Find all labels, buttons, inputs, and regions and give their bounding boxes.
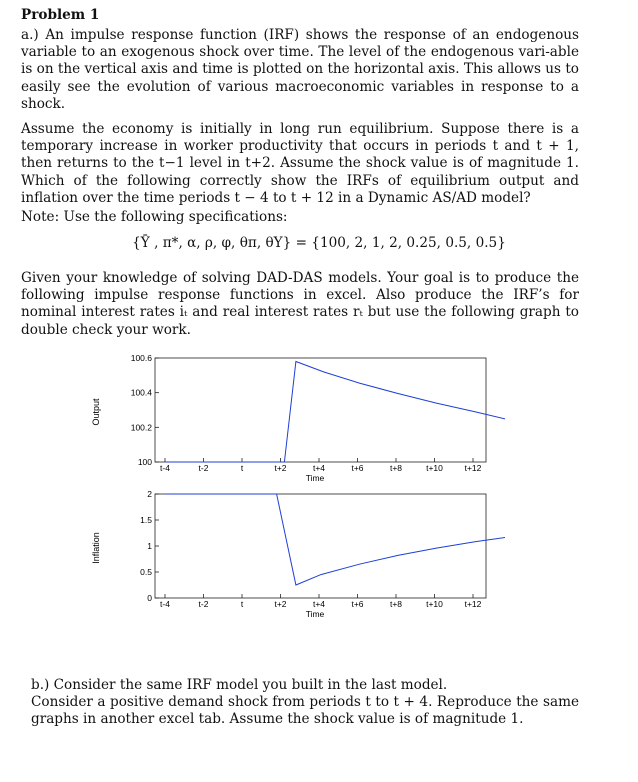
spec-equation: {Ȳ , π*, α, ρ, φ, θπ, θY} = {100, 2, 1, 2, 0.25, 0.5, 0.5} (132, 235, 506, 251)
goal-text: Given your knowledge of solving DAD-DAS models. Your goal is to produce the following impulse response functions in excel. Also produce the IRF’s for nominal interest rates iₜ and real interest rates rₜ but use the following graph to double check your work. (21, 270, 579, 338)
x-tick-label: t-4 (160, 599, 170, 609)
x-tick-label: t+12 (464, 599, 482, 609)
y-tick-label: 0.5 (140, 567, 152, 577)
x-axis-label: Time (305, 609, 325, 619)
x-tick-label: t+10 (426, 463, 443, 473)
y-tick-label: 100.4 (130, 387, 152, 398)
y-tick-label: 100.2 (130, 422, 152, 433)
x-tick-label: t+4 (312, 463, 326, 473)
y-tick-label: 1 (147, 541, 152, 551)
plot-area (155, 358, 486, 462)
x-tick-label: t+2 (274, 599, 287, 609)
y-tick-label: 100 (137, 457, 152, 467)
x-tick-label: t+6 (351, 463, 364, 473)
part-a-question: Assume the economy is initially in long run equilibrium. Suppose there is a temporary increase in worker productivity that occurs in periods t and t + 1, then returns to the t−1 level in t+2. Assume the shock value is of magnitude 1. Which of the following correctly show the IRFs of equilibrium output and inflation over the time periods t − 4 to t + 12 in a Dynamic AS/AD model? (21, 121, 579, 206)
problem-title: Problem 1 (21, 7, 100, 23)
y-tick-label: 1.5 (140, 515, 152, 525)
inflation-irf-chart (85, 486, 505, 626)
x-tick-label: t+2 (274, 463, 287, 473)
x-axis-label: Time (305, 473, 325, 483)
plot-area (155, 494, 486, 598)
y-tick-label: 0 (147, 593, 152, 603)
part-b-text: Consider a positive demand shock from periods t to t + 4. Reproduce the same graphs in another excel tab. Assume the shock value is of magnitude 1. (31, 694, 579, 728)
note-text: Note: Use the following specifications: (21, 209, 288, 225)
part-b-title: b.) Consider the same IRF model you built in the last model. (31, 677, 448, 693)
x-tick-label: t (240, 463, 244, 473)
x-tick-label: t+4 (312, 599, 326, 609)
x-tick-label: t+6 (351, 599, 364, 609)
y-tick-label: 100.6 (130, 353, 152, 363)
y-tick-label: 2 (147, 489, 152, 499)
x-tick-label: t+12 (464, 463, 482, 473)
x-tick-label: t+8 (389, 463, 403, 473)
x-tick-label: t-2 (198, 599, 209, 609)
x-tick-label: t-2 (198, 463, 209, 473)
y-axis-label: Output (91, 398, 101, 426)
part-a-intro: a.) An impulse response function (IRF) shows the response of an endogenous variable to an exogenous shock over time. The level of the endogenous vari-able is on the vertical axis and time is plotted on the horizontal axis. This allows us to easily see the evolution of various macroeconomic variables in response to a shock. (21, 27, 579, 112)
y-axis-label: Inflation (91, 532, 101, 564)
x-tick-label: t-4 (160, 463, 170, 473)
x-tick-label: t+10 (426, 599, 443, 609)
x-tick-label: t (240, 599, 244, 609)
output-irf-chart (85, 350, 505, 490)
x-tick-label: t+8 (389, 599, 403, 609)
